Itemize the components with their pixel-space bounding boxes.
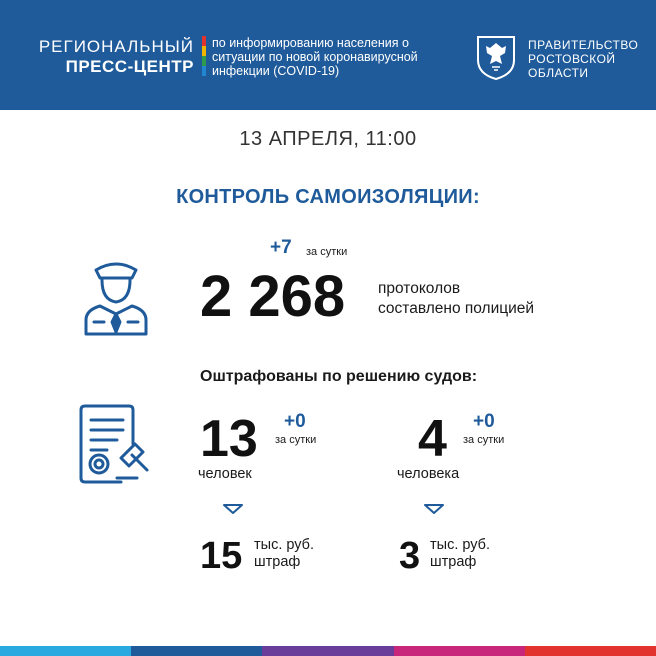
- fine-amount-left: 15: [200, 535, 243, 577]
- fine-amount-right: 3: [399, 535, 421, 577]
- fined-count-left: 13: [200, 410, 258, 468]
- fines-title: Оштрафованы по решению судов:: [200, 368, 478, 385]
- header-banner: [0, 0, 656, 110]
- fined-delta-period-right: за сутки: [463, 434, 505, 446]
- fine-unit-left: [254, 537, 314, 571]
- government-line-3: ОБЛАСТИ: [528, 66, 589, 80]
- fined-count-right: 4: [418, 410, 447, 468]
- section-title: КОНТРОЛЬ САМОИЗОЛЯЦИИ:: [176, 186, 480, 208]
- protocols-count: 2 268: [200, 264, 346, 329]
- brand-line-2: ПРЕСС-ЦЕНТР: [65, 57, 194, 76]
- fined-caption-left: человек: [198, 466, 252, 482]
- report-date: 13 АПРЕЛЯ, 11:00: [239, 128, 417, 150]
- fine-unit-left-line-2: штраф: [254, 554, 301, 570]
- fine-unit-right-line-2: штраф: [430, 554, 477, 570]
- protocols-caption-line-1: протоколов: [378, 280, 461, 297]
- coat-of-arms-icon: [474, 34, 518, 80]
- government-line-1: ПРАВИТЕЛЬСТВО: [528, 38, 639, 52]
- court-document-icon: [77, 404, 151, 486]
- fine-unit-left-line-1: тыс. руб.: [254, 537, 315, 553]
- press-center-logo: [36, 37, 194, 77]
- fined-caption-right: человека: [397, 466, 460, 482]
- bottom-color-bar: [0, 646, 656, 656]
- protocols-caption: [378, 279, 534, 319]
- government-line-2: РОСТОВСКОЙ: [528, 52, 616, 66]
- government-label: [528, 38, 638, 80]
- arrow-down-icon-left: [222, 503, 244, 515]
- fined-delta-period-left: за сутки: [275, 434, 317, 446]
- fine-unit-right-line-1: тыс. руб.: [430, 537, 491, 553]
- fined-delta-right: +0: [473, 411, 495, 432]
- protocols-delta-period: за сутки: [306, 246, 348, 258]
- header-description: по информированию населения о ситуации по новой коронавирусной инфекции (COVID-19): [212, 36, 418, 78]
- protocols-delta: +7: [270, 237, 292, 258]
- color-strip: [202, 36, 206, 76]
- arrow-down-icon-right: [423, 503, 445, 515]
- police-officer-icon: [82, 258, 150, 336]
- brand-line-1: РЕГИОНАЛЬНЫЙ: [38, 37, 194, 56]
- protocols-caption-line-2: составлено полицией: [378, 300, 535, 317]
- fine-unit-right: [430, 537, 490, 571]
- fined-delta-left: +0: [284, 411, 306, 432]
